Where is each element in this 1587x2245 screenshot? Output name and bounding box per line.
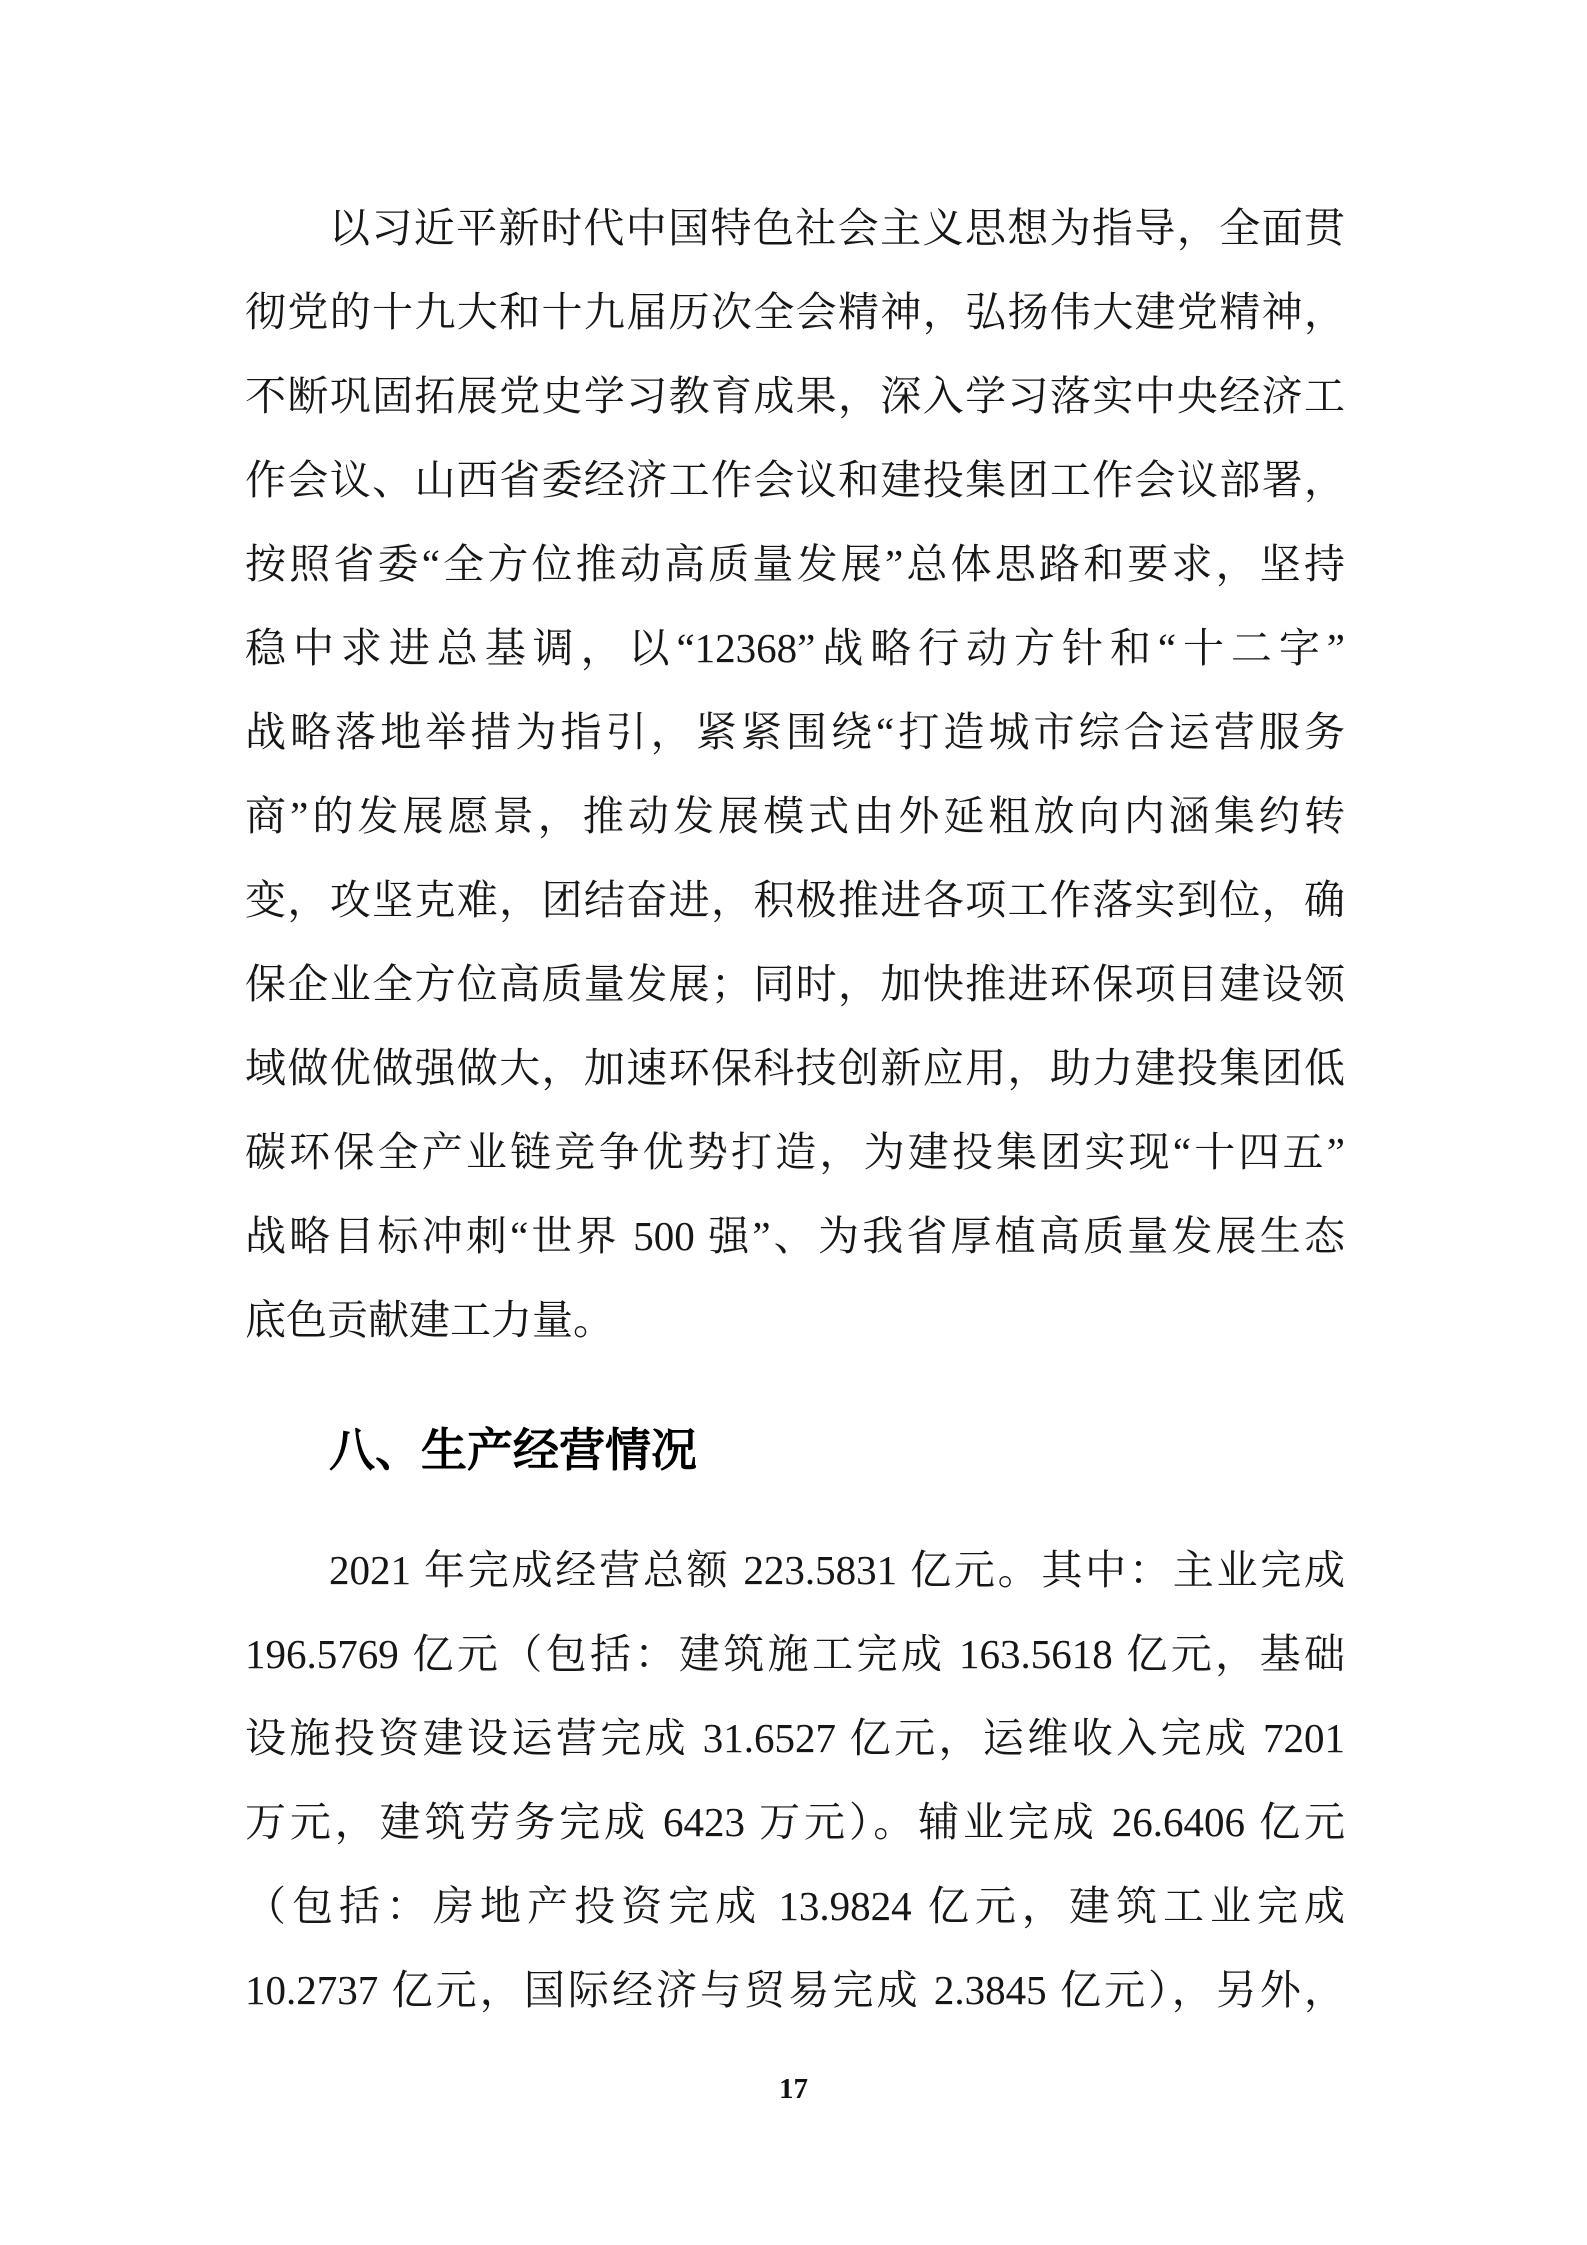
body-line: 万元，建筑劳务完成 6423 万元）。辅业完成 26.6406 亿元: [245, 1799, 1345, 1845]
paragraph-operating-results: [245, 1528, 1345, 2032]
body-line: （包括：房地产投资完成 13.9824 亿元，建筑工业完成: [245, 1883, 1345, 1929]
body-line: 彻党的十九大和十九届历次全会精神，弘扬伟大建党精神，: [245, 289, 1345, 335]
body-line: 2021 年完成经营总额 223.5831 亿元。其中：主业完成: [329, 1547, 1345, 1593]
body-line: 稳中求进总基调，以“12368”战略行动方针和“十二字”: [245, 625, 1345, 671]
body-line: 底色贡献建工力量。: [245, 1297, 614, 1343]
body-line: 按照省委“全方位推动高质量发展”总体思路和要求，坚持: [245, 541, 1345, 587]
body-line: 战略落地举措为指引，紧紧围绕“打造城市综合运营服务: [245, 709, 1345, 755]
body-line: 碳环保全产业链竞争优势打造，为建投集团实现“十四五”: [245, 1129, 1345, 1175]
body-line: 196.5769 亿元（包括：建筑施工完成 163.5618 亿元，基础: [245, 1631, 1345, 1677]
section-heading: 八、生产经营情况: [329, 1424, 697, 1476]
body-line: 保企业全方位高质量发展；同时，加快推进环保项目建设领: [245, 961, 1345, 1007]
body-line: 商”的发展愿景，推动发展模式由外延粗放向内涵集约转: [245, 793, 1345, 839]
paragraph-guiding-ideology: [245, 186, 1345, 1362]
body-line: 以习近平新时代中国特色社会主义思想为指导，全面贯: [329, 205, 1345, 251]
body-line: 作会议、山西省委经济工作会议和建投集团工作会议部署，: [245, 457, 1345, 503]
page-content: [245, 186, 1345, 2032]
page-number: 17: [779, 2073, 808, 2105]
body-line: 域做优做强做大，加速环保科技创新应用，助力建投集团低: [245, 1045, 1345, 1091]
body-line: 不断巩固拓展党史学习教育成果，深入学习落实中央经济工: [245, 373, 1345, 419]
body-line: 10.2737 亿元，国际经济与贸易完成 2.3845 亿元），另外，: [245, 1967, 1345, 2013]
body-line: 设施投资建设运营完成 31.6527 亿元，运维收入完成 7201: [245, 1715, 1345, 1761]
body-line: 变，攻坚克难，团结奋进，积极推进各项工作落实到位，确: [245, 877, 1345, 923]
body-line: 战略目标冲刺“世界 500 强”、为我省厚植高质量发展生态: [245, 1213, 1345, 1259]
